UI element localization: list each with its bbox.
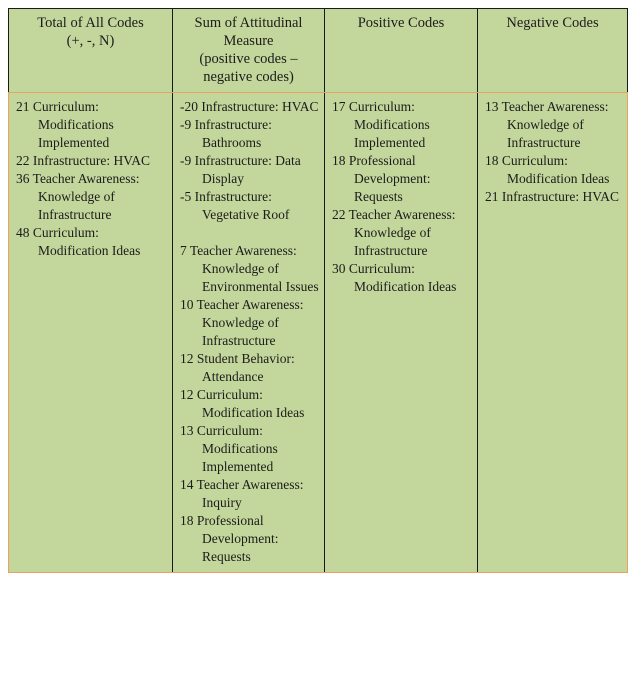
list-item xyxy=(16,170,167,224)
entry-label: Teacher Awareness: Knowledge of Infrastructure xyxy=(196,297,304,348)
entry-value: 7 xyxy=(180,243,187,258)
list-item xyxy=(485,188,622,206)
entry-list xyxy=(485,98,622,206)
list-item xyxy=(485,98,622,152)
entry-value: -9 xyxy=(180,117,192,132)
entry-value: 13 xyxy=(180,423,194,438)
list-item xyxy=(16,224,167,260)
entry-spacer xyxy=(180,224,319,242)
entry-label: Curriculum: Modifications Implemented xyxy=(32,99,114,150)
entry-list xyxy=(332,98,472,296)
entry-value: 13 xyxy=(485,99,499,114)
entry-value: 10 xyxy=(180,297,194,312)
entry-value: 21 xyxy=(16,99,30,114)
column-header-line: Sum of Attitudinal xyxy=(194,15,303,31)
column-cell-negative-codes xyxy=(478,93,628,573)
list-item xyxy=(180,386,319,422)
entry-value: -20 xyxy=(180,99,198,114)
column-cell-sum-of-attitudinal-measure xyxy=(173,93,325,573)
entry-value: 22 xyxy=(16,153,30,168)
entry-value: 36 xyxy=(16,171,30,186)
entry-label: Curriculum: Modifications Implemented xyxy=(196,423,278,474)
column-header-total-of-all-codes xyxy=(9,9,173,93)
entry-label: Teacher Awareness: Knowledge of Environmental Issues xyxy=(189,243,319,294)
column-header-line: Negative Codes xyxy=(506,15,599,31)
entry-value: -9 xyxy=(180,153,192,168)
entry-label: Infrastructure: Vegetative Roof xyxy=(194,189,290,222)
list-item xyxy=(180,152,319,188)
list-item xyxy=(485,152,622,188)
entry-value: 22 xyxy=(332,207,346,222)
list-item xyxy=(180,188,319,224)
column-header-line: Total of All Codes xyxy=(37,15,144,31)
column-header-line: Measure xyxy=(223,33,274,49)
list-item xyxy=(332,260,472,296)
entry-label: Professional Development: Requests xyxy=(196,513,279,564)
entry-label: Infrastructure: HVAC xyxy=(32,153,150,168)
entry-label: Professional Development: Requests xyxy=(348,153,431,204)
list-item xyxy=(180,350,319,386)
column-header-line: Positive Codes xyxy=(357,15,445,31)
entry-list xyxy=(180,98,319,566)
table-header-row xyxy=(9,9,628,93)
entry-label: Curriculum: Modification Ideas xyxy=(501,153,610,186)
entry-label: Teacher Awareness: Knowledge of Infrastructure xyxy=(348,207,456,258)
entry-label: Curriculum: Modification Ideas xyxy=(348,261,457,294)
entry-value: 48 xyxy=(16,225,30,240)
list-item xyxy=(16,98,167,152)
entry-label: Curriculum: Modification Ideas xyxy=(196,387,305,420)
list-item xyxy=(180,512,319,566)
entry-value: -5 xyxy=(180,189,192,204)
entry-label: Teacher Awareness: Knowledge of Infrastructure xyxy=(501,99,609,150)
list-item xyxy=(180,476,319,512)
entry-value: 14 xyxy=(180,477,194,492)
entry-label: Curriculum: Modifications Implemented xyxy=(348,99,430,150)
entry-label: Student Behavior: Attendance xyxy=(196,351,295,384)
entry-label: Infrastructure: HVAC xyxy=(501,189,619,204)
entry-value: 18 xyxy=(332,153,346,168)
list-item xyxy=(332,98,472,152)
entry-label: Teacher Awareness: Knowledge of Infrastructure xyxy=(32,171,140,222)
entry-label: Teacher Awareness: Inquiry xyxy=(196,477,304,510)
entry-label: Infrastructure: Data Display xyxy=(194,153,301,186)
list-item xyxy=(180,116,319,152)
column-header-line: negative codes) xyxy=(203,69,294,85)
list-item xyxy=(16,152,167,170)
table-body xyxy=(9,93,628,573)
list-item xyxy=(180,422,319,476)
column-header-positive-codes xyxy=(325,9,478,93)
list-item xyxy=(180,242,319,296)
column-cell-positive-codes xyxy=(325,93,478,573)
column-header-line: (positive codes – xyxy=(199,51,298,67)
entry-label: Curriculum: Modification Ideas xyxy=(32,225,141,258)
column-header-line: (+, -, N) xyxy=(66,33,115,49)
entry-label: Infrastructure: HVAC xyxy=(201,99,319,114)
column-header-negative-codes xyxy=(478,9,628,93)
codes-summary-table xyxy=(8,8,628,573)
entry-value: 18 xyxy=(180,513,194,528)
entry-label: Infrastructure: Bathrooms xyxy=(194,117,272,150)
entry-value: 30 xyxy=(332,261,346,276)
entry-value: 17 xyxy=(332,99,346,114)
entry-list xyxy=(16,98,167,260)
column-header-sum-of-attitudinal-measure xyxy=(173,9,325,93)
codes-table-container xyxy=(8,8,627,573)
list-item xyxy=(332,152,472,206)
entry-value: 18 xyxy=(485,153,499,168)
list-item xyxy=(332,206,472,260)
entry-value: 12 xyxy=(180,387,194,402)
entry-value: 21 xyxy=(485,189,499,204)
list-item xyxy=(180,296,319,350)
column-cell-total-of-all-codes xyxy=(9,93,173,573)
entry-value: 12 xyxy=(180,351,194,366)
list-item xyxy=(180,98,319,116)
